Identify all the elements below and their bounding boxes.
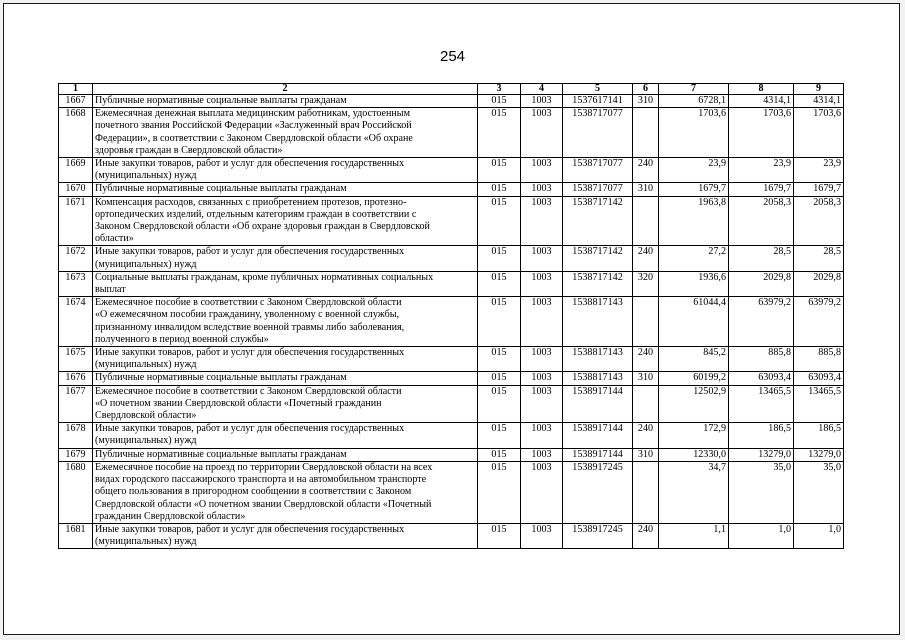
header-col-1: 1: [59, 84, 93, 95]
row-number: 1678: [59, 423, 93, 448]
expense-type-code: 310: [633, 95, 659, 108]
section-code: 1003: [521, 158, 563, 183]
table-row: [59, 246, 844, 271]
table-body: [59, 95, 844, 549]
header-col-9: 9: [794, 84, 844, 95]
table-row: [59, 372, 844, 385]
amount-col-9: 1679,7: [794, 183, 844, 196]
ministry-code: 015: [478, 372, 521, 385]
description-line: видах городского пассажирского транспорта и на автомобильном транспорте: [95, 474, 427, 486]
description-line: общего пользования в пригородном сообщении в соответствии с Законом: [95, 486, 412, 498]
target-article-code: 1538717142: [563, 246, 633, 271]
section-code: 1003: [521, 183, 563, 196]
row-number: 1669: [59, 158, 93, 183]
ministry-code: 015: [478, 246, 521, 271]
expense-type-code: [633, 461, 659, 523]
row-number: 1667: [59, 95, 93, 108]
section-code: 1003: [521, 385, 563, 423]
section-code: 1003: [521, 448, 563, 461]
amount-col-9: 2058,3: [794, 196, 844, 246]
row-description: [93, 448, 478, 461]
target-article-code: 1538817143: [563, 347, 633, 372]
section-code: 1003: [521, 196, 563, 246]
description-line: Законом Свердловской области «Об охране здоровья граждан в Свердловской: [95, 221, 430, 233]
section-code: 1003: [521, 271, 563, 296]
description-line: Иные закупки товаров, работ и услуг для обеспечения государственных: [95, 246, 405, 258]
amount-col-9: 23,9: [794, 158, 844, 183]
header-col-5: 5: [563, 84, 633, 95]
description-line: Иные закупки товаров, работ и услуг для обеспечения государственных: [95, 423, 405, 435]
amount-col-7: 1679,7: [659, 183, 729, 196]
description-line: Ежемесячное пособие на проезд по территории Свердловской области на всех: [95, 461, 433, 473]
row-description: [93, 196, 478, 246]
ministry-code: 015: [478, 196, 521, 246]
row-number: 1674: [59, 297, 93, 347]
header-row: [59, 84, 844, 95]
amount-col-9: 2029,8: [794, 271, 844, 296]
expense-type-code: 240: [633, 423, 659, 448]
amount-col-9: 13279,0: [794, 448, 844, 461]
table-row: [59, 385, 844, 423]
row-number: 1676: [59, 372, 93, 385]
description-line: Публичные нормативные социальные выплаты гражданам: [95, 183, 347, 195]
ministry-code: 015: [478, 95, 521, 108]
header-col-8: 8: [729, 84, 794, 95]
expense-type-code: 310: [633, 183, 659, 196]
expense-type-code: [633, 297, 659, 347]
description-line: Свердловской области»: [95, 410, 197, 422]
amount-col-7: 12502,9: [659, 385, 729, 423]
amount-col-7: 61044,4: [659, 297, 729, 347]
description-line: Иные закупки товаров, работ и услуг для обеспечения государственных: [95, 158, 405, 170]
row-description: [93, 297, 478, 347]
table-row: [59, 448, 844, 461]
table-row: [59, 196, 844, 246]
amount-col-9: 1,0: [794, 523, 844, 548]
row-description: [93, 271, 478, 296]
table-row: [59, 423, 844, 448]
target-article-code: 1538917144: [563, 448, 633, 461]
description-line: (муниципальных) нужд: [95, 536, 197, 548]
ministry-code: 015: [478, 461, 521, 523]
description-line: (муниципальных) нужд: [95, 359, 197, 371]
expense-type-code: 240: [633, 246, 659, 271]
amount-col-8: 13465,5: [729, 385, 794, 423]
amount-col-9: 28,5: [794, 246, 844, 271]
amount-col-8: 1,0: [729, 523, 794, 548]
target-article-code: 1538717142: [563, 271, 633, 296]
amount-col-7: 12330,0: [659, 448, 729, 461]
table-row: [59, 158, 844, 183]
row-description: [93, 95, 478, 108]
table-row: [59, 271, 844, 296]
amount-col-7: 1703,6: [659, 108, 729, 158]
table-row: [59, 183, 844, 196]
row-number: 1677: [59, 385, 93, 423]
description-line: (муниципальных) нужд: [95, 435, 197, 447]
table-row: [59, 297, 844, 347]
amount-col-8: 1703,6: [729, 108, 794, 158]
row-description: [93, 385, 478, 423]
amount-col-8: 13279,0: [729, 448, 794, 461]
description-line: Ежемесячное пособие в соответствии с Законом Свердловской области: [95, 297, 402, 309]
ministry-code: 015: [478, 158, 521, 183]
description-line: Федерации», в соответствии с Законом Свердловской области «Об охране: [95, 132, 413, 144]
document-page: [3, 3, 900, 635]
ministry-code: 015: [478, 271, 521, 296]
target-article-code: 1538717142: [563, 196, 633, 246]
amount-col-7: 60199,2: [659, 372, 729, 385]
budget-table: [58, 83, 844, 549]
target-article-code: 1538717077: [563, 108, 633, 158]
description-line: Ежемесячная денежная выплата медицинским работникам, удостоенным: [95, 108, 410, 120]
section-code: 1003: [521, 108, 563, 158]
target-article-code: 1538917144: [563, 385, 633, 423]
description-line: ортопедических изделий, отдельным категориям граждан в соответствии с: [95, 208, 417, 220]
target-article-code: 1538817143: [563, 372, 633, 385]
section-code: 1003: [521, 423, 563, 448]
description-line: Публичные нормативные социальные выплаты гражданам: [95, 372, 347, 384]
amount-col-7: 27,2: [659, 246, 729, 271]
description-line: Свердловской области «О почетном звании Свердловской области «Почетный: [95, 498, 432, 510]
section-code: 1003: [521, 297, 563, 347]
expense-type-code: 310: [633, 372, 659, 385]
header-col-6: 6: [633, 84, 659, 95]
description-line: полученного в период военной службы»: [95, 333, 269, 345]
ministry-code: 015: [478, 423, 521, 448]
description-line: выплат: [95, 284, 126, 296]
amount-col-8: 4314,1: [729, 95, 794, 108]
amount-col-9: 885,8: [794, 347, 844, 372]
amount-col-7: 1963,8: [659, 196, 729, 246]
row-description: [93, 372, 478, 385]
target-article-code: 1538717077: [563, 183, 633, 196]
ministry-code: 015: [478, 108, 521, 158]
section-code: 1003: [521, 246, 563, 271]
target-article-code: 1538917144: [563, 423, 633, 448]
expense-type-code: 240: [633, 347, 659, 372]
amount-col-9: 186,5: [794, 423, 844, 448]
description-line: гражданин Свердловской области»: [95, 510, 246, 522]
table-row: [59, 523, 844, 548]
row-description: [93, 423, 478, 448]
amount-col-7: 34,7: [659, 461, 729, 523]
expense-type-code: 240: [633, 523, 659, 548]
description-line: признанному инвалидом вследствие военной травмы либо заболевания,: [95, 321, 405, 333]
section-code: 1003: [521, 95, 563, 108]
section-code: 1003: [521, 523, 563, 548]
section-code: 1003: [521, 461, 563, 523]
description-line: Ежемесячное пособие в соответствии с Законом Свердловской области: [95, 385, 402, 397]
section-code: 1003: [521, 347, 563, 372]
expense-type-code: [633, 196, 659, 246]
row-description: [93, 523, 478, 548]
amount-col-8: 1679,7: [729, 183, 794, 196]
description-line: «О ежемесячном пособии гражданину, уволенному с военной службы,: [95, 309, 400, 321]
description-line: Компенсация расходов, связанных с приобретением протезов, протезно-: [95, 196, 407, 208]
ministry-code: 015: [478, 347, 521, 372]
target-article-code: 1537617141: [563, 95, 633, 108]
target-article-code: 1538917245: [563, 461, 633, 523]
amount-col-8: 2058,3: [729, 196, 794, 246]
description-line: (муниципальных) нужд: [95, 258, 197, 270]
amount-col-7: 23,9: [659, 158, 729, 183]
description-line: Социальные выплаты гражданам, кроме публичных нормативных социальных: [95, 271, 434, 283]
header-col-7: 7: [659, 84, 729, 95]
amount-col-7: 6728,1: [659, 95, 729, 108]
description-line: здоровья граждан в Свердловской области»: [95, 144, 283, 156]
amount-col-8: 186,5: [729, 423, 794, 448]
description-line: почетного звания Российской Федерации «Заслуженный врач Российской: [95, 120, 412, 132]
page-number: 254: [439, 48, 466, 65]
amount-col-9: 4314,1: [794, 95, 844, 108]
ministry-code: 015: [478, 523, 521, 548]
description-line: Иные закупки товаров, работ и услуг для обеспечения государственных: [95, 347, 405, 359]
row-description: [93, 158, 478, 183]
header-col-2: 2: [93, 84, 478, 95]
ministry-code: 015: [478, 385, 521, 423]
amount-col-7: 845,2: [659, 347, 729, 372]
target-article-code: 1538917245: [563, 523, 633, 548]
section-code: 1003: [521, 372, 563, 385]
amount-col-7: 1,1: [659, 523, 729, 548]
description-line: области»: [95, 233, 134, 245]
amount-col-8: 35,0: [729, 461, 794, 523]
description-line: Иные закупки товаров, работ и услуг для обеспечения государственных: [95, 523, 405, 535]
table-row: [59, 108, 844, 158]
row-number: 1679: [59, 448, 93, 461]
amount-col-7: 1936,6: [659, 271, 729, 296]
amount-col-8: 63979,2: [729, 297, 794, 347]
amount-col-8: 2029,8: [729, 271, 794, 296]
amount-col-9: 35,0: [794, 461, 844, 523]
row-number: 1680: [59, 461, 93, 523]
amount-col-8: 28,5: [729, 246, 794, 271]
description-line: (муниципальных) нужд: [95, 170, 197, 182]
description-line: «О почетном звании Свердловской области «Почетный гражданин: [95, 397, 382, 409]
target-article-code: 1538717077: [563, 158, 633, 183]
expense-type-code: 320: [633, 271, 659, 296]
row-description: [93, 108, 478, 158]
amount-col-9: 1703,6: [794, 108, 844, 158]
table-row: [59, 461, 844, 523]
table-row: [59, 347, 844, 372]
row-number: 1681: [59, 523, 93, 548]
row-number: 1671: [59, 196, 93, 246]
row-number: 1672: [59, 246, 93, 271]
row-description: [93, 461, 478, 523]
description-line: Публичные нормативные социальные выплаты гражданам: [95, 448, 347, 460]
row-number: 1668: [59, 108, 93, 158]
header-col-3: 3: [478, 84, 521, 95]
amount-col-7: 172,9: [659, 423, 729, 448]
ministry-code: 015: [478, 183, 521, 196]
target-article-code: 1538817143: [563, 297, 633, 347]
header-col-4: 4: [521, 84, 563, 95]
expense-type-code: [633, 385, 659, 423]
amount-col-9: 13465,5: [794, 385, 844, 423]
table-row: [59, 95, 844, 108]
expense-type-code: 240: [633, 158, 659, 183]
row-number: 1673: [59, 271, 93, 296]
amount-col-8: 23,9: [729, 158, 794, 183]
amount-col-8: 63093,4: [729, 372, 794, 385]
amount-col-9: 63093,4: [794, 372, 844, 385]
row-description: [93, 183, 478, 196]
description-line: Публичные нормативные социальные выплаты гражданам: [95, 95, 347, 106]
expense-type-code: [633, 108, 659, 158]
ministry-code: 015: [478, 297, 521, 347]
ministry-code: 015: [478, 448, 521, 461]
amount-col-8: 885,8: [729, 347, 794, 372]
row-description: [93, 246, 478, 271]
row-number: 1670: [59, 183, 93, 196]
row-number: 1675: [59, 347, 93, 372]
amount-col-9: 63979,2: [794, 297, 844, 347]
expense-type-code: 310: [633, 448, 659, 461]
row-description: [93, 347, 478, 372]
